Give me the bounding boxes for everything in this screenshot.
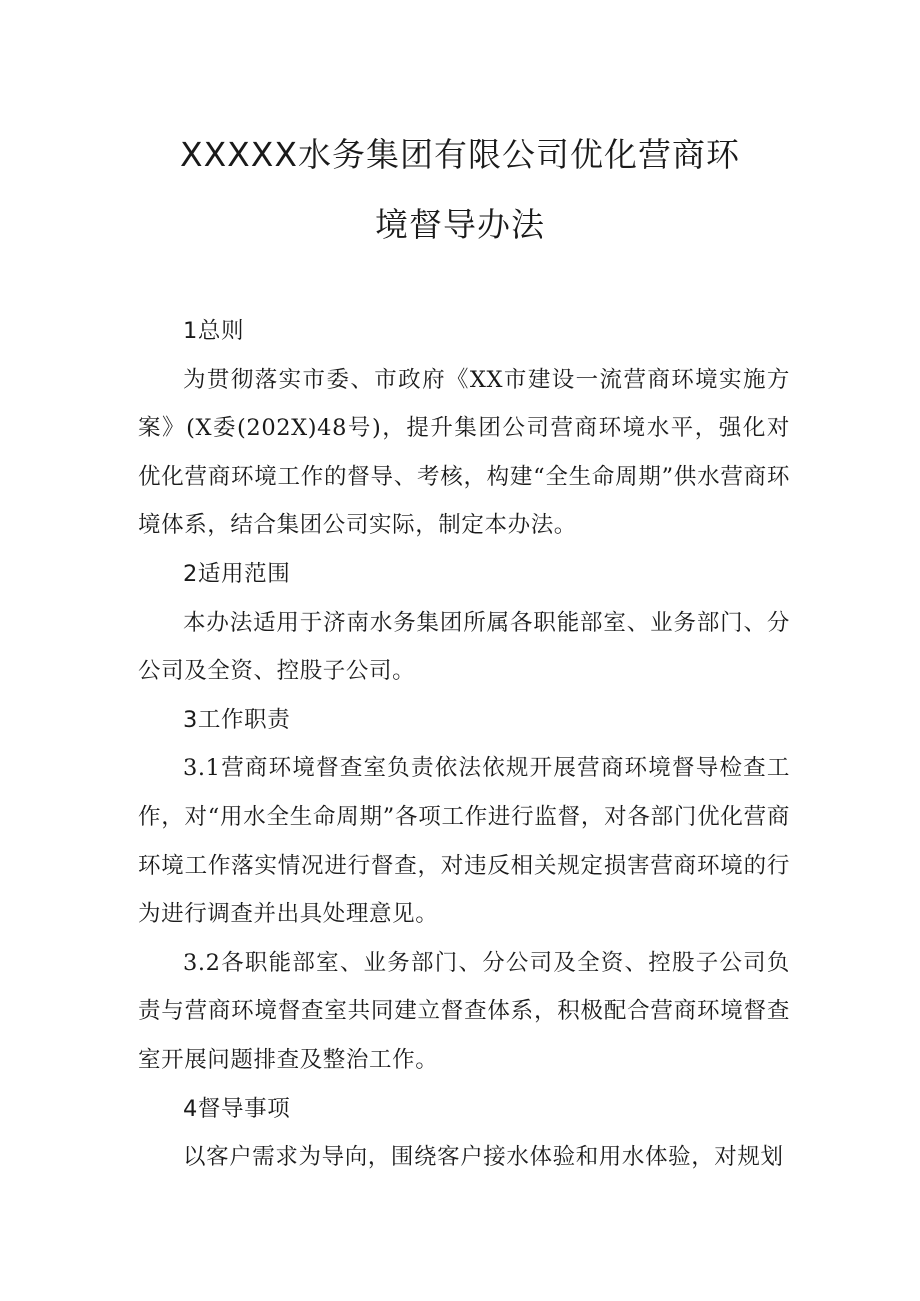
document-body xyxy=(138,307,790,1182)
section-heading-general: 1总则 xyxy=(183,318,245,344)
document-title-line-2: 境督导办法 xyxy=(375,205,545,244)
paragraph-purpose: 为贯彻落实市委、市政府《XX市建设一流营商环境实施方案》(X委(202X)48号)，提升集团公司营商环境水平，强化对优化营商环境工作的督导、考核，构建“全生命周期”供水营商环境体系，结合集团公司实际，制定本办法。 xyxy=(138,366,790,539)
paragraph-supervision: 以客户需求为导向，围绕客户接水体验和用水体验，对规划 xyxy=(183,1144,784,1171)
paragraph-scope: 本办法适用于济南水务集团所属各职能部室、业务部门、分公司及全资、控股子公司。 xyxy=(138,609,790,685)
section-heading-duties: 3工作职责 xyxy=(183,706,291,733)
section-heading-scope: 2适用范围 xyxy=(183,560,291,587)
paragraph-duty-3-2: 3.2各职能部室、业务部门、分公司及全资、控股子公司负责与营商环境督查室共同建立督查体系，积极配合营商环境督查室开展问题排查及整治工作。 xyxy=(138,949,790,1073)
document-title-line-1: XXXXX水务集团有限公司优化营商环 xyxy=(179,135,741,174)
section-heading-supervision: 4督导事项 xyxy=(183,1095,291,1122)
paragraph-duty-3-1: 3.1营商环境督查室负责依法依规开展营商环境督导检查工作，对“用水全生命周期”各项工作进行监督，对各部门优化营商环境工作落实情况进行督查，对违反相关规定损害营商环境的行为进行调查并出具处理意见。 xyxy=(138,755,790,928)
